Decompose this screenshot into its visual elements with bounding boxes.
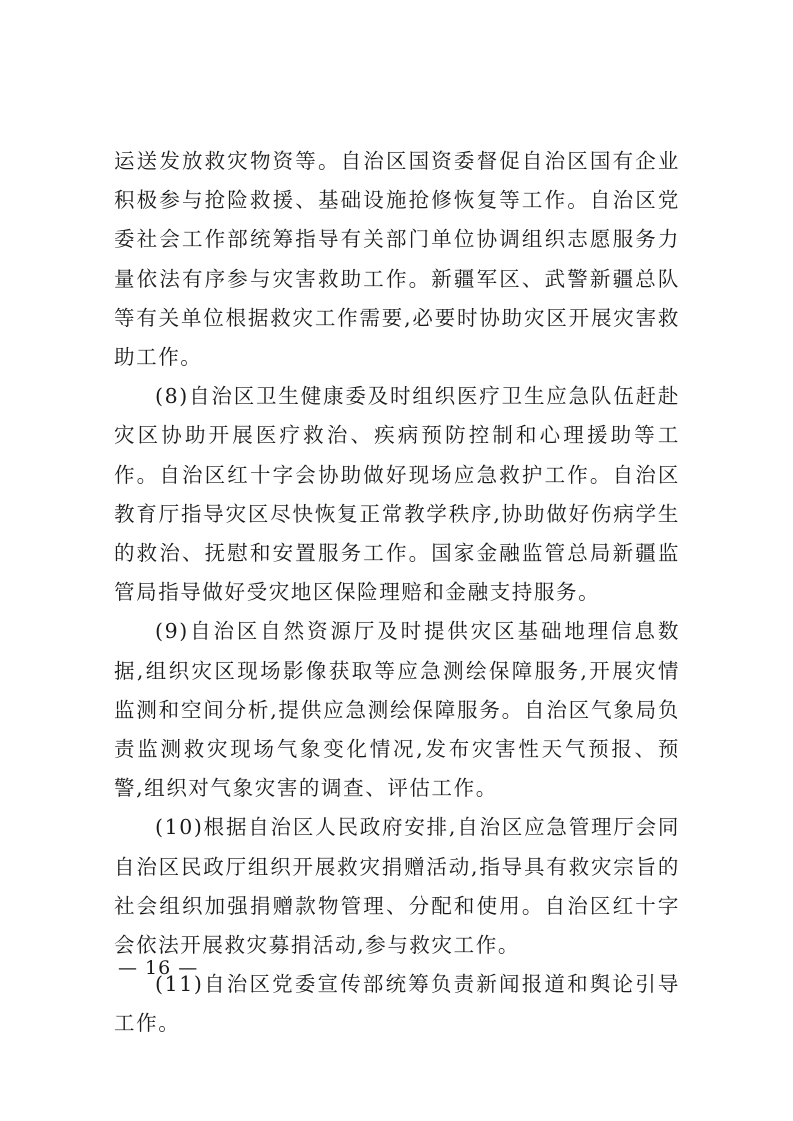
paragraph-item-10: (10)根据自治区人民政府安排,自治区应急管理厅会同自治区民政厅组织开展救灾捐赠活动,指导具有救灾宗旨的社会组织加强捐赠款物管理、分配和使用。自治区红十字会依法开展救灾募捐活动,参与救灾工作。 (114, 815, 680, 958)
page-number: — 16 — (118, 957, 199, 979)
paragraph-item-9: (9)自治区自然资源厅及时提供灾区基础地理信息数据,组织灾区现场影像获取等应急测绘保障服务,开展灾情监测和空间分析,提供应急测绘保障服务。自治区气象局负责监测救灾现场气象变化情况,发布灾害性天气预报、预警,组织对气象灾害的调查、评估工作。 (114, 619, 680, 801)
paragraph-item-8: (8)自治区卫生健康委及时组织医疗卫生应急队伍赶赴灾区协助开展医疗救治、疾病预防控制和心理援助等工作。自治区红十字会协助做好现场应急救护工作。自治区教育厅指导灾区尽快恢复正常教学秩序,协助做好伤病学生的救治、抚慰和安置服务工作。国家金融监管总局新疆监管局指导做好受灾地区保险理赔和金融支持服务。 (114, 384, 680, 605)
body-text (114, 142, 680, 1044)
paragraph-item-11: (11)自治区党委宣传部统筹负责新闻报道和舆论引导工作。 (114, 972, 680, 1036)
paragraph-continued: 运送发放救灾物资等。自治区国资委督促自治区国有企业积极参与抢险救援、基础设施抢修恢复等工作。自治区党委社会工作部统筹指导有关部门单位协调组织志愿服务力量依法有序参与灾害救助工作。新疆军区、武警新疆总队等有关单位根据救灾工作需要,必要时协助灾区开展灾害救助工作。 (114, 149, 680, 370)
